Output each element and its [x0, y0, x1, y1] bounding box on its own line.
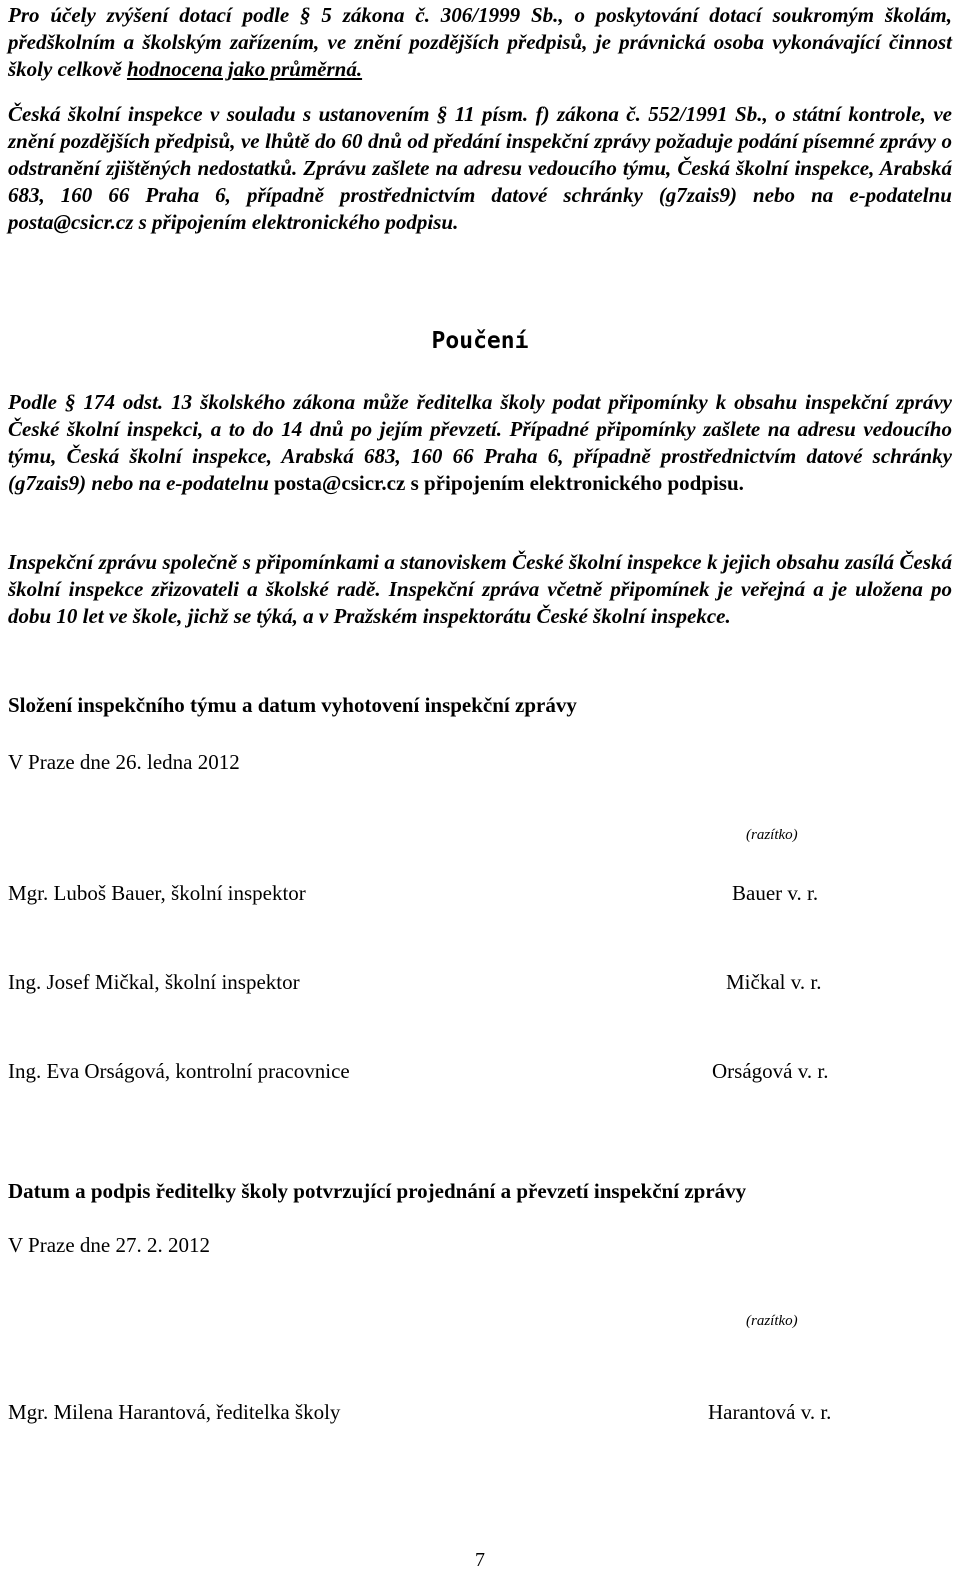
member-name: Ing. Josef Mičkal, školní inspektor [8, 970, 300, 994]
pouceni-heading: Poučení [431, 328, 529, 354]
team-section-title: Složení inspekčního týmu a datum vyhotovení inspekční zprávy [8, 693, 577, 717]
director-stamp-label: (razítko) [746, 1313, 798, 1329]
director-section-title: Datum a podpis ředitelky školy potvrzující projednání a převzetí inspekční zprávy [8, 1179, 747, 1203]
pouceni-email-text: posta@csicr.cz s připojením elektronického podpisu. [274, 471, 744, 495]
member-signature: Bauer v. r. [732, 881, 819, 905]
pouceni-text: Podle § 174 odst. 13 školského zákona může ředitelka školy podat připomínky k obsahu inspekční zprávy České školní inspekci, a to do 14 dnů po jejím převzetí. Případné připomínky zašlete na adresu vedoucího týmu, Česká školní inspekce, Arabská 683, 160 66 Praha 6, případně prostřednictvím datové schránky (g7zais9) nebo na e-podatelnu [8, 390, 952, 495]
director-signature: Harantová v. r. [708, 1400, 832, 1424]
director-name: Mgr. Milena Harantová, ředitelka školy [8, 1400, 341, 1424]
kontrola-paragraph: Česká školní inspekce v souladu s ustanovením § 11 písm. f) zákona č. 552/1991 Sb., o státní kontrole, ve znění pozdějších předpisů, ve lhůtě do 60 dnů od předání inspekční zprávy požaduje podání písemné zprávy o odstranění zjištěných nedostatků. Zprávu zašlete na adresu vedoucího týmu, Česká školní inspekce, Arabská 683, 160 66 Praha 6, případně prostřednictvím datové schránky (g7zais9) nebo na e-podatelnu posta@csicr.cz s připojením elektronického podpisu. [8, 102, 952, 234]
dotace-paragraph [8, 2, 952, 83]
member-name: Ing. Eva Orságová, kontrolní pracovnice [8, 1059, 350, 1083]
pouceni-paragraph [8, 389, 952, 497]
dotace-text: Pro účely zvýšení dotací podle § 5 zákona č. 306/1999 Sb., o poskytování dotací soukromým školám, předškolním a školským zařízením, ve znění pozdějších předpisů, je právnická osoba vykonávající činnost školy celkově [8, 3, 952, 81]
director-date: V Praze dne 27. 2. 2012 [8, 1233, 210, 1257]
member-signature: Mičkal v. r. [726, 970, 822, 994]
zverejneni-paragraph: Inspekční zprávu společně s připomínkami a stanoviskem České školní inspekce k jejich obsahu zasílá Česká školní inspekce zřizovateli a školské radě. Inspekční zpráva včetně připomínek je veřejná a je uložena po dobu 10 let ve škole, jichž se týká, a v Pražském inspektorátu České školní inspekce. [8, 550, 952, 628]
page-number: 7 [475, 1549, 485, 1571]
member-signature: Orságová v. r. [712, 1059, 829, 1083]
team-date: V Praze dne 26. ledna 2012 [8, 750, 240, 774]
member-name: Mgr. Luboš Bauer, školní inspektor [8, 881, 306, 905]
hodnoceni-underlined: hodnocena jako průměrná. [126, 57, 363, 81]
team-stamp-label: (razítko) [746, 827, 798, 843]
